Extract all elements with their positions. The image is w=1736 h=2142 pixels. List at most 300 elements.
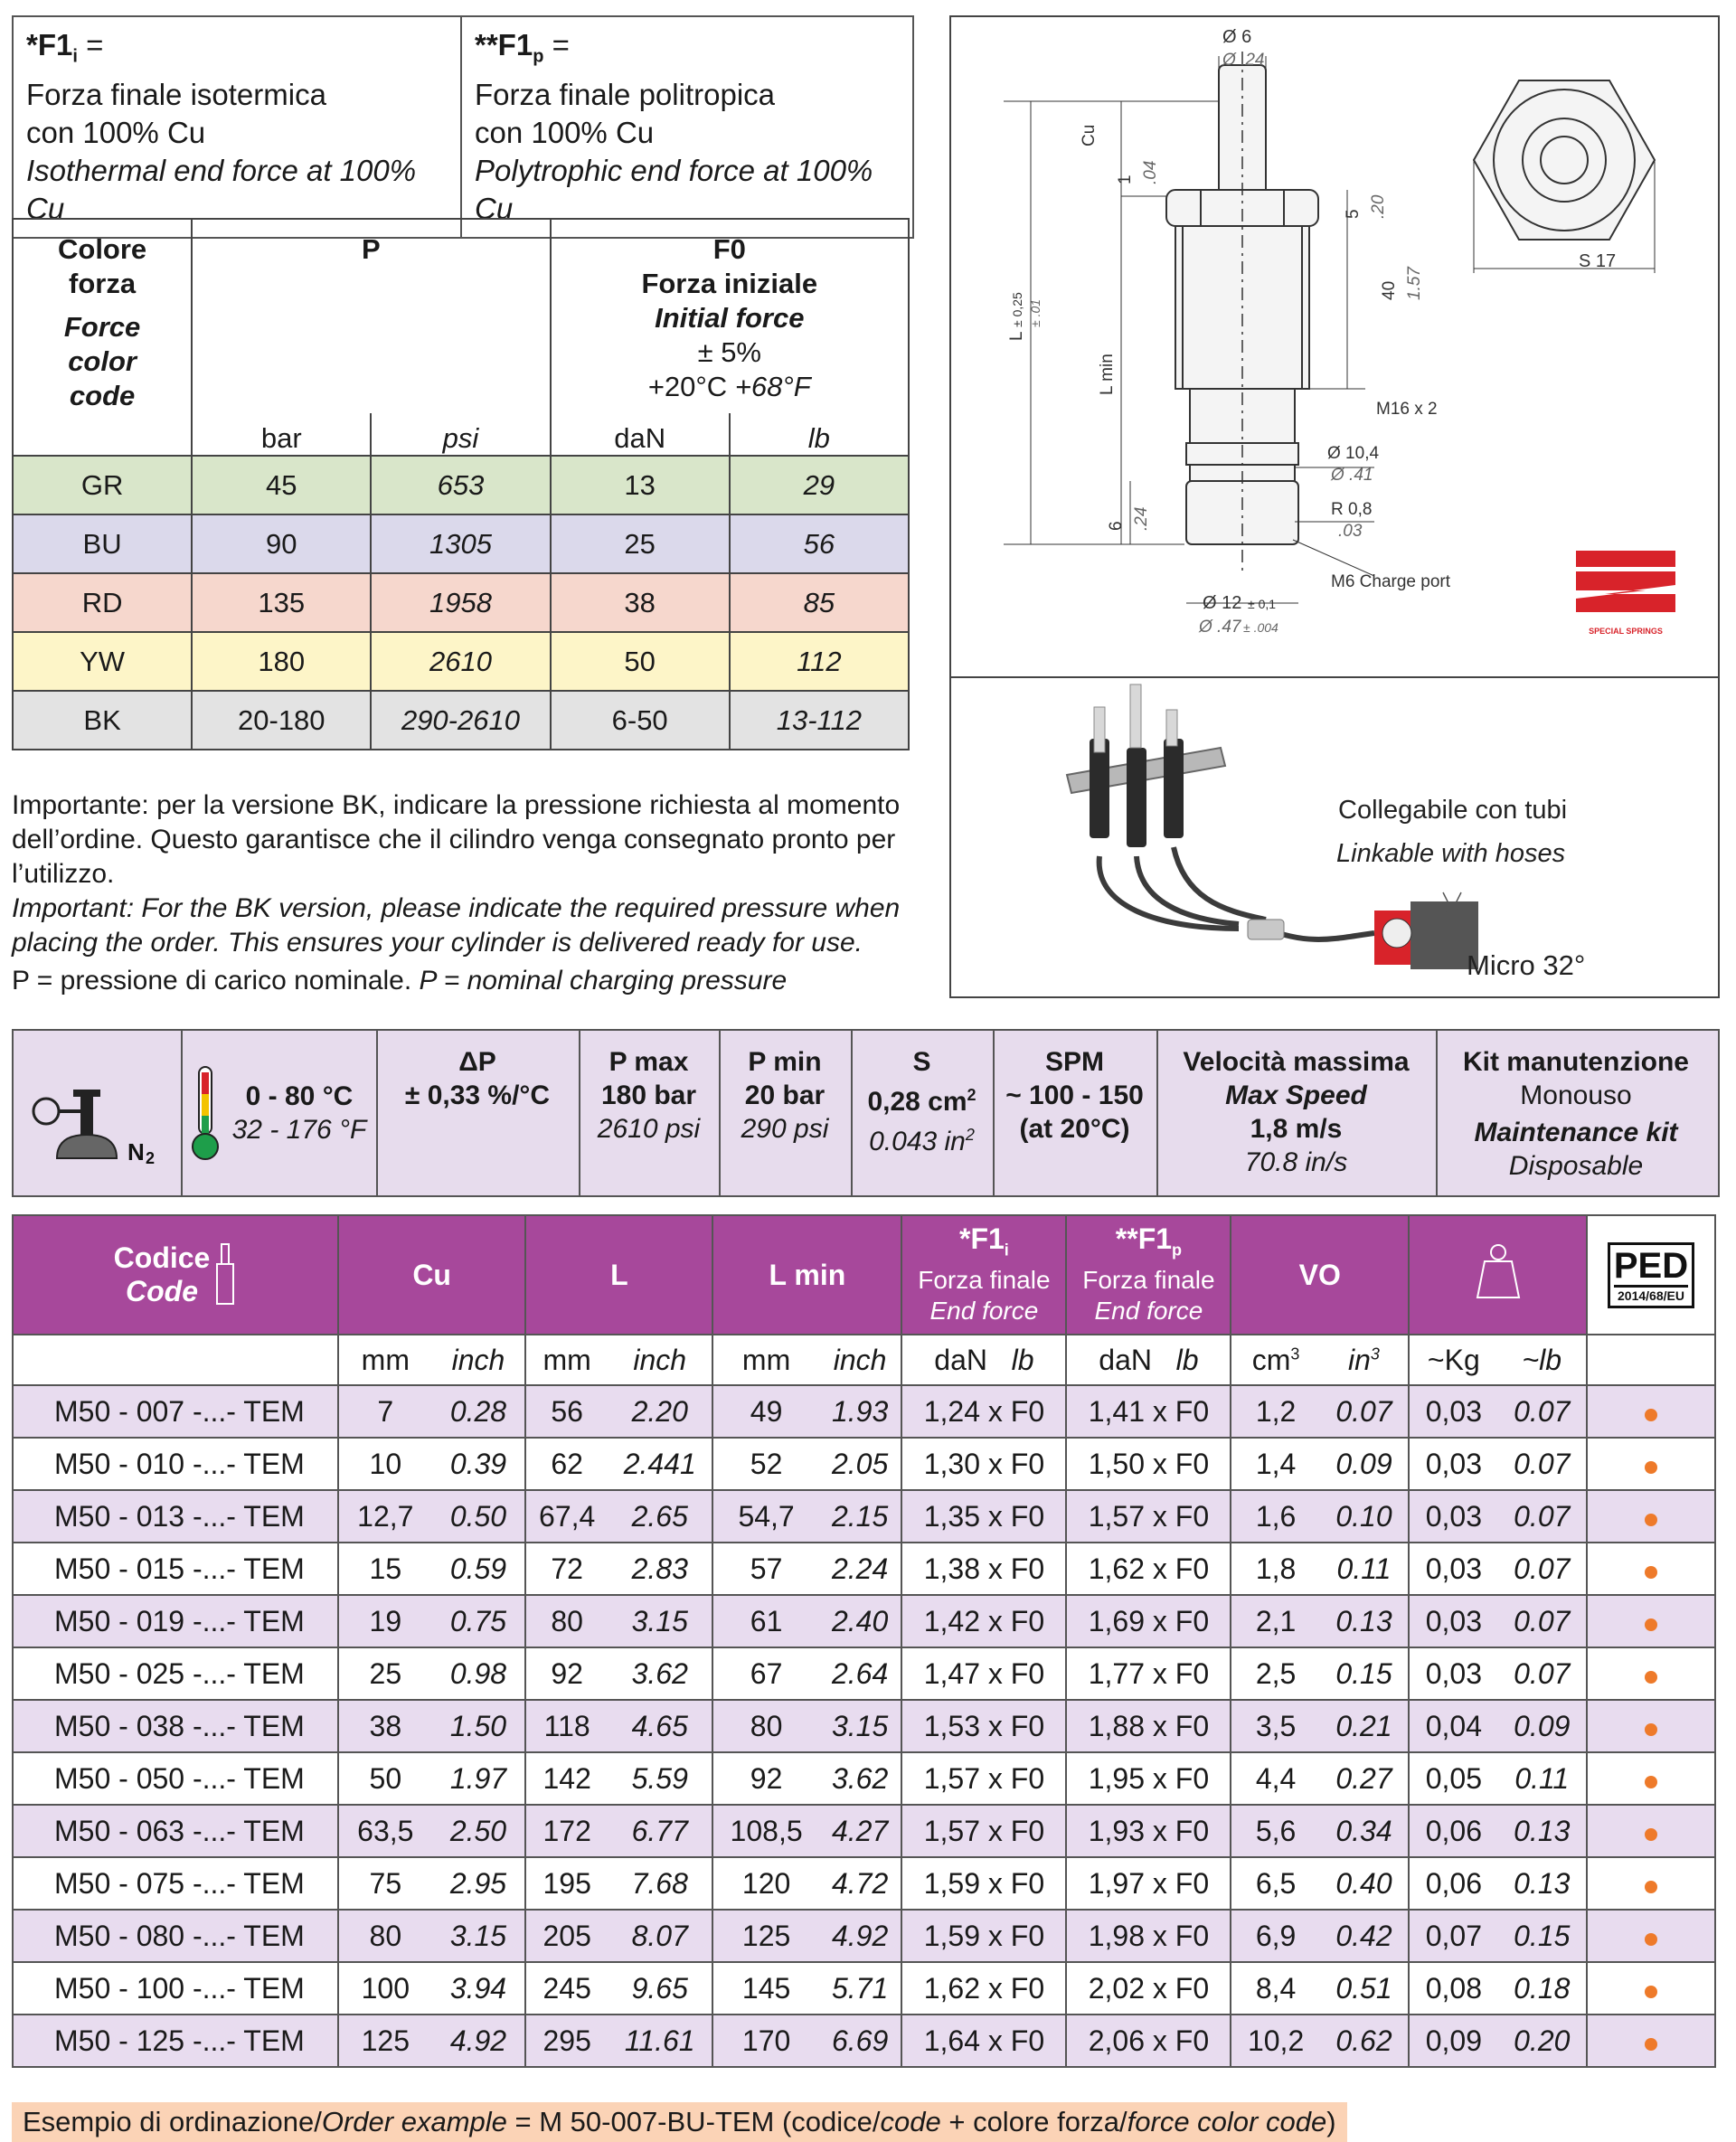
table-cell: 1,8 bbox=[1231, 1543, 1319, 1595]
svg-text:SPECIAL SPRINGS: SPECIAL SPRINGS bbox=[1589, 627, 1663, 636]
model-code: M50 - 050 -...- TEM bbox=[13, 1752, 338, 1805]
table-cell: 2.83 bbox=[608, 1543, 712, 1595]
table-cell: 1,59 x F0 bbox=[901, 1910, 1066, 1962]
lmin-header: L min bbox=[712, 1215, 901, 1335]
table-cell: 1,50 x F0 bbox=[1066, 1438, 1231, 1490]
cylinder-icon bbox=[213, 1242, 237, 1307]
table-cell: 0,03 bbox=[1409, 1438, 1497, 1490]
ped-dot-icon bbox=[1645, 1986, 1657, 1998]
ped-dot-icon bbox=[1645, 1618, 1657, 1631]
svg-text:.24: .24 bbox=[1132, 506, 1151, 531]
svg-text:M16 x 2: M16 x 2 bbox=[1376, 400, 1438, 419]
table-cell: 1,35 x F0 bbox=[901, 1490, 1066, 1543]
model-code: M50 - 080 -...- TEM bbox=[13, 1910, 338, 1962]
ped-dot-icon bbox=[1645, 2038, 1657, 2051]
table-cell: 57 bbox=[712, 1543, 818, 1595]
table-cell: 0.07 bbox=[1498, 1385, 1587, 1438]
table-cell: 67 bbox=[712, 1647, 818, 1700]
table-cell: 2.24 bbox=[819, 1543, 902, 1595]
table-cell: 4.65 bbox=[608, 1700, 712, 1752]
hose-assembly-illustration bbox=[1067, 684, 1585, 981]
table-cell: 0.18 bbox=[1498, 1962, 1587, 2015]
table-cell: 205 bbox=[525, 1910, 608, 1962]
table-cell: 2.64 bbox=[819, 1647, 902, 1700]
table-row bbox=[13, 1543, 1715, 1595]
table-cell: 4,4 bbox=[1231, 1752, 1319, 1805]
svg-text:1.57: 1.57 bbox=[1405, 267, 1424, 300]
table-cell: 0,07 bbox=[1409, 1910, 1497, 1962]
svg-text:L min: L min bbox=[1098, 354, 1117, 395]
table-cell: 6.69 bbox=[819, 2015, 902, 2067]
table-cell: 100 bbox=[338, 1962, 432, 2015]
table-cell: 2.40 bbox=[819, 1595, 902, 1647]
table-cell: 1,53 x F0 bbox=[901, 1700, 1066, 1752]
table-cell: 3.94 bbox=[432, 1962, 526, 2015]
table-cell: 120 bbox=[712, 1857, 818, 1910]
svg-text:Ø 12: Ø 12 bbox=[1203, 593, 1242, 613]
table-row bbox=[13, 1857, 1715, 1910]
p-header: P bbox=[192, 219, 550, 413]
svg-text:40: 40 bbox=[1380, 280, 1399, 300]
table-cell: 9.65 bbox=[608, 1962, 712, 2015]
dp-cell: ΔP ± 0,33 %/°C bbox=[376, 1031, 580, 1195]
table-cell: 118 bbox=[525, 1700, 608, 1752]
svg-text:Ø .47: Ø .47 bbox=[1199, 618, 1241, 637]
force-cell-dan: 38 bbox=[551, 573, 730, 632]
table-cell: 5.59 bbox=[608, 1752, 712, 1805]
table-cell: 1,57 x F0 bbox=[1066, 1490, 1231, 1543]
model-code: M50 - 015 -...- TEM bbox=[13, 1543, 338, 1595]
table-cell: 4.27 bbox=[819, 1805, 902, 1857]
svg-text:± .01: ± .01 bbox=[1028, 298, 1043, 327]
unit-vo-in: $in^3$ bbox=[1320, 1335, 1409, 1385]
table-cell: 0.07 bbox=[1498, 1595, 1587, 1647]
table-cell: 6,9 bbox=[1231, 1910, 1319, 1962]
svg-text:Micro 32°: Micro 32° bbox=[1467, 949, 1586, 981]
svg-text:Linkable with hoses: Linkable with hoses bbox=[1336, 839, 1566, 868]
ped-dot-icon bbox=[1645, 1461, 1657, 1474]
table-cell: 61 bbox=[712, 1595, 818, 1647]
table-cell: 63,5 bbox=[338, 1805, 432, 1857]
table-cell: 1,77 x F0 bbox=[1066, 1647, 1231, 1700]
table-cell: 0,04 bbox=[1409, 1700, 1497, 1752]
table-cell: 125 bbox=[712, 1910, 818, 1962]
unit-lb: lb bbox=[730, 413, 909, 456]
ped-dot-icon bbox=[1645, 1776, 1657, 1788]
table-row bbox=[13, 2015, 1715, 2067]
table-cell: 0.27 bbox=[1320, 1752, 1409, 1805]
model-code: M50 - 025 -...- TEM bbox=[13, 1647, 338, 1700]
force-cell-dan: 6-50 bbox=[551, 691, 730, 750]
table-cell: 1,41 x F0 bbox=[1066, 1385, 1231, 1438]
table-cell: 6,5 bbox=[1231, 1857, 1319, 1910]
note-p: P = pressione di carico nominale. P = nominal charging pressure bbox=[12, 966, 788, 996]
table-cell: 1,97 x F0 bbox=[1066, 1857, 1231, 1910]
force-cell-psi: 1305 bbox=[371, 514, 550, 573]
force-cell-code: BU bbox=[13, 514, 192, 573]
model-table bbox=[12, 1214, 1716, 2068]
svg-text:R 0,8: R 0,8 bbox=[1331, 500, 1373, 519]
technical-drawing bbox=[949, 15, 1718, 996]
table-row bbox=[13, 1490, 1715, 1543]
unit-bar: bar bbox=[192, 413, 371, 456]
unit-f1i: daN lb bbox=[901, 1335, 1066, 1385]
table-cell: 4.72 bbox=[819, 1857, 902, 1910]
table-cell: 0.10 bbox=[1320, 1490, 1409, 1543]
order-note bbox=[12, 788, 916, 998]
table-cell: 0.28 bbox=[432, 1385, 526, 1438]
weight-icon bbox=[1474, 1240, 1523, 1303]
table-cell: 2.441 bbox=[608, 1438, 712, 1490]
table-cell: 6.77 bbox=[608, 1805, 712, 1857]
table-cell: 56 bbox=[525, 1385, 608, 1438]
ped-indicator bbox=[1587, 1700, 1715, 1752]
force-cell-dan: 25 bbox=[551, 514, 730, 573]
table-cell: 2.95 bbox=[432, 1857, 526, 1910]
spec-bar bbox=[12, 1029, 1720, 1197]
table-cell: 142 bbox=[525, 1752, 608, 1805]
table-cell: 0.07 bbox=[1498, 1438, 1587, 1490]
table-cell: 80 bbox=[338, 1910, 432, 1962]
ped-indicator bbox=[1587, 1752, 1715, 1805]
force-cell-lb: 112 bbox=[730, 632, 909, 691]
table-row bbox=[13, 1595, 1715, 1647]
table-row bbox=[13, 1910, 1715, 1962]
table-cell: 1,47 x F0 bbox=[901, 1647, 1066, 1700]
table-cell: 3.15 bbox=[819, 1700, 902, 1752]
ped-indicator bbox=[1587, 1543, 1715, 1595]
table-cell: 1,62 x F0 bbox=[1066, 1543, 1231, 1595]
table-cell: 0.51 bbox=[1320, 1962, 1409, 2015]
svg-text:L: L bbox=[1007, 331, 1026, 341]
force-cell-bar: 135 bbox=[192, 573, 371, 632]
force-cell-bar: 20-180 bbox=[192, 691, 371, 750]
force-cell-dan: 13 bbox=[551, 456, 730, 514]
table-row bbox=[13, 1805, 1715, 1857]
table-cell: 0.09 bbox=[1498, 1700, 1587, 1752]
svg-text:N: N bbox=[127, 1138, 145, 1165]
table-cell: 0,03 bbox=[1409, 1647, 1497, 1700]
table-cell: 0.62 bbox=[1320, 2015, 1409, 2067]
f1p-definition: $**F1_p$ = Forza finale politropica con 100% Cu Polytrophic end force at 100% Cu bbox=[461, 16, 913, 238]
svg-text:2: 2 bbox=[145, 1149, 155, 1167]
table-cell: 0,08 bbox=[1409, 1962, 1497, 2015]
table-cell: 10 bbox=[338, 1438, 432, 1490]
weight-header bbox=[1409, 1215, 1587, 1335]
table-cell: 67,4 bbox=[525, 1490, 608, 1543]
ped-header: PED 2014/68/EU bbox=[1587, 1215, 1715, 1335]
table-cell: 5,6 bbox=[1231, 1805, 1319, 1857]
table-cell: 0,05 bbox=[1409, 1752, 1497, 1805]
table-cell: 0.20 bbox=[1498, 2015, 1587, 2067]
cu-header: Cu bbox=[338, 1215, 525, 1335]
table-cell: 1,62 x F0 bbox=[901, 1962, 1066, 2015]
table-cell: 25 bbox=[338, 1647, 432, 1700]
table-cell: 38 bbox=[338, 1700, 432, 1752]
ped-indicator bbox=[1587, 2015, 1715, 2067]
table-row bbox=[13, 1438, 1715, 1490]
gas-cell bbox=[14, 1031, 183, 1195]
pmax-cell: P max 180 bar 2610 psi bbox=[579, 1031, 721, 1195]
force-cell-bar: 180 bbox=[192, 632, 371, 691]
ped-indicator bbox=[1587, 1857, 1715, 1910]
unit-l-inch: inch bbox=[608, 1335, 712, 1385]
force-cell-lb: 29 bbox=[730, 456, 909, 514]
svg-text:Cu: Cu bbox=[1080, 124, 1099, 146]
unit-dan: daN bbox=[551, 413, 730, 456]
table-cell: 3,5 bbox=[1231, 1700, 1319, 1752]
force-cell-code: YW bbox=[13, 632, 192, 691]
force-row bbox=[13, 456, 909, 514]
table-cell: 92 bbox=[525, 1647, 608, 1700]
table-cell: 0,03 bbox=[1409, 1595, 1497, 1647]
table-cell: 2,02 x F0 bbox=[1066, 1962, 1231, 2015]
svg-text:.20: .20 bbox=[1369, 194, 1388, 219]
force-row bbox=[13, 573, 909, 632]
table-cell: 0.98 bbox=[432, 1647, 526, 1700]
table-row bbox=[13, 1385, 1715, 1438]
table-cell: 0,03 bbox=[1409, 1490, 1497, 1543]
force-cell-code: BK bbox=[13, 691, 192, 750]
table-cell: 1,57 x F0 bbox=[901, 1752, 1066, 1805]
ped-indicator bbox=[1587, 1595, 1715, 1647]
table-cell: 172 bbox=[525, 1805, 608, 1857]
force-cell-psi: 653 bbox=[371, 456, 550, 514]
svg-text:M6 Charge port: M6 Charge port bbox=[1331, 572, 1451, 591]
nitrogen-cylinder-icon bbox=[21, 1059, 175, 1167]
table-cell: 0.13 bbox=[1498, 1805, 1587, 1857]
ped-dot-icon bbox=[1645, 1881, 1657, 1893]
table-cell: 1,57 x F0 bbox=[901, 1805, 1066, 1857]
table-cell: 0.50 bbox=[432, 1490, 526, 1543]
table-cell: 92 bbox=[712, 1752, 818, 1805]
table-cell: 0,06 bbox=[1409, 1805, 1497, 1857]
table-cell: 2.15 bbox=[819, 1490, 902, 1543]
order-example: Esempio di ordinazione/Order example = M 50-007-BU-TEM (codice/code + colore forza/force color code) bbox=[12, 2102, 1347, 2142]
table-cell: 2.20 bbox=[608, 1385, 712, 1438]
table-cell: 11.61 bbox=[608, 2015, 712, 2067]
table-cell: 2,06 x F0 bbox=[1066, 2015, 1231, 2067]
table-cell: 19 bbox=[338, 1595, 432, 1647]
svg-text:.04: .04 bbox=[1141, 160, 1160, 184]
thermometer-icon bbox=[191, 1063, 220, 1163]
svg-text:Ø 10,4: Ø 10,4 bbox=[1327, 444, 1380, 463]
table-cell: 170 bbox=[712, 2015, 818, 2067]
svg-text:6: 6 bbox=[1107, 521, 1126, 531]
ped-dot-icon bbox=[1645, 1566, 1657, 1579]
table-cell: 49 bbox=[712, 1385, 818, 1438]
svg-text:± 0,25: ± 0,25 bbox=[1010, 292, 1024, 327]
table-cell: 2.65 bbox=[608, 1490, 712, 1543]
table-cell: 1.50 bbox=[432, 1700, 526, 1752]
unit-lmin-mm: mm bbox=[712, 1335, 818, 1385]
table-cell: 3.62 bbox=[819, 1752, 902, 1805]
table-cell: 7 bbox=[338, 1385, 432, 1438]
svg-text:± 0,1: ± 0,1 bbox=[1248, 597, 1277, 611]
temperature-cell: 0 - 80 °C 32 - 176 °F bbox=[181, 1031, 378, 1195]
table-cell: 0.34 bbox=[1320, 1805, 1409, 1857]
unit-vo-cm: $cm^3$ bbox=[1231, 1335, 1319, 1385]
table-cell: 0.07 bbox=[1498, 1490, 1587, 1543]
table-cell: 62 bbox=[525, 1438, 608, 1490]
model-code: M50 - 125 -...- TEM bbox=[13, 2015, 338, 2067]
table-cell: 5.71 bbox=[819, 1962, 902, 2015]
table-cell: 3.15 bbox=[432, 1910, 526, 1962]
max-speed-cell: Velocità massima Max Speed 1,8 m/s 70.8 in/s bbox=[1156, 1031, 1438, 1195]
table-cell: 1,30 x F0 bbox=[901, 1438, 1066, 1490]
table-cell: 0,03 bbox=[1409, 1543, 1497, 1595]
force-cell-dan: 50 bbox=[551, 632, 730, 691]
table-cell: 15 bbox=[338, 1543, 432, 1595]
table-cell: 12,7 bbox=[338, 1490, 432, 1543]
ped-indicator bbox=[1587, 1647, 1715, 1700]
table-cell: 0,06 bbox=[1409, 1857, 1497, 1910]
f1p-header: $**F1_p$ Forza finale End force bbox=[1066, 1215, 1231, 1335]
model-code: M50 - 010 -...- TEM bbox=[13, 1438, 338, 1490]
code-header: Codice Code bbox=[13, 1215, 338, 1335]
table-cell: 1,4 bbox=[1231, 1438, 1319, 1490]
model-code: M50 - 100 -...- TEM bbox=[13, 1962, 338, 2015]
table-cell: 10,2 bbox=[1231, 2015, 1319, 2067]
force-cell-code: GR bbox=[13, 456, 192, 514]
table-cell: 1,88 x F0 bbox=[1066, 1700, 1231, 1752]
stroke-area-cell: S 0,28 $cm^2$ 0.043 $in^2$ bbox=[851, 1031, 995, 1195]
table-cell: 1,95 x F0 bbox=[1066, 1752, 1231, 1805]
table-cell: 1,38 x F0 bbox=[901, 1543, 1066, 1595]
table-cell: 2.50 bbox=[432, 1805, 526, 1857]
force-row bbox=[13, 514, 909, 573]
svg-text:S 17: S 17 bbox=[1579, 251, 1617, 271]
table-cell: 1,93 x F0 bbox=[1066, 1805, 1231, 1857]
table-cell: 0,03 bbox=[1409, 1385, 1497, 1438]
table-cell: 0.07 bbox=[1498, 1543, 1587, 1595]
vo-header: VO bbox=[1231, 1215, 1409, 1335]
force-cell-psi: 1958 bbox=[371, 573, 550, 632]
ped-dot-icon bbox=[1645, 1933, 1657, 1946]
f1i-header: $*F1_i$ Forza finale End force bbox=[901, 1215, 1066, 1335]
table-cell: 1,24 x F0 bbox=[901, 1385, 1066, 1438]
table-cell: 8.07 bbox=[608, 1910, 712, 1962]
table-cell: 2,1 bbox=[1231, 1595, 1319, 1647]
table-cell: 1,64 x F0 bbox=[901, 2015, 1066, 2067]
ped-dot-icon bbox=[1645, 1723, 1657, 1736]
force-cell-bar: 45 bbox=[192, 456, 371, 514]
note-it: Importante: per la versione BK, indicare la pressione richiesta al momento dell’ordine. Questo garantisce che il cilindro venga consegnato pronto per l’utilizzo. bbox=[12, 790, 901, 889]
table-cell: 3.62 bbox=[608, 1647, 712, 1700]
table-cell: 0.11 bbox=[1498, 1752, 1587, 1805]
unit-cu-mm: mm bbox=[338, 1335, 432, 1385]
table-cell: 0.11 bbox=[1320, 1543, 1409, 1595]
table-cell: 245 bbox=[525, 1962, 608, 2015]
color-header: Colore forza Force color code bbox=[13, 219, 192, 456]
force-cell-lb: 56 bbox=[730, 514, 909, 573]
ped-dot-icon bbox=[1645, 1671, 1657, 1684]
force-cell-lb: 85 bbox=[730, 573, 909, 632]
unit-lmin-inch: inch bbox=[819, 1335, 902, 1385]
force-color-table bbox=[12, 218, 910, 750]
force-cell-psi: 290-2610 bbox=[371, 691, 550, 750]
ped-indicator bbox=[1587, 1805, 1715, 1857]
table-cell: 2,5 bbox=[1231, 1647, 1319, 1700]
table-cell: 0,09 bbox=[1409, 2015, 1497, 2067]
table-cell: 0.59 bbox=[432, 1543, 526, 1595]
table-cell: 1,42 x F0 bbox=[901, 1595, 1066, 1647]
special-springs-logo bbox=[1576, 551, 1675, 636]
table-cell: 125 bbox=[338, 2015, 432, 2067]
unit-cu-inch: inch bbox=[432, 1335, 526, 1385]
table-cell: 75 bbox=[338, 1857, 432, 1910]
table-row bbox=[13, 1962, 1715, 2015]
table-cell: 195 bbox=[525, 1857, 608, 1910]
force-row bbox=[13, 691, 909, 750]
model-code: M50 - 075 -...- TEM bbox=[13, 1857, 338, 1910]
unit-kg: ~Kg bbox=[1409, 1335, 1497, 1385]
maintenance-kit-cell: Kit manutenzione Monouso Maintenance kit Disposable bbox=[1462, 1047, 1689, 1181]
svg-text:Ø .24: Ø .24 bbox=[1222, 51, 1265, 70]
table-cell: 0.13 bbox=[1498, 1857, 1587, 1910]
model-code: M50 - 013 -...- TEM bbox=[13, 1490, 338, 1543]
model-code: M50 - 063 -...- TEM bbox=[13, 1805, 338, 1857]
svg-text:Collegabile con tubi: Collegabile con tubi bbox=[1338, 796, 1568, 825]
definition-box bbox=[12, 15, 914, 239]
table-row bbox=[13, 1647, 1715, 1700]
unit-f1p: daN lb bbox=[1066, 1335, 1231, 1385]
spm-cell: SPM ~ 100 - 150 (at 20°C) bbox=[993, 1031, 1158, 1195]
table-cell: 0.21 bbox=[1320, 1700, 1409, 1752]
table-cell: 72 bbox=[525, 1543, 608, 1595]
table-cell: 1,59 x F0 bbox=[901, 1857, 1066, 1910]
table-cell: 54,7 bbox=[712, 1490, 818, 1543]
svg-text:Ø .41: Ø .41 bbox=[1331, 466, 1373, 485]
table-cell: 1,98 x F0 bbox=[1066, 1910, 1231, 1962]
f0-header: F0 Forza iniziale Initial force ± 5% +20°C +68°F bbox=[551, 219, 909, 413]
force-cell-code: RD bbox=[13, 573, 192, 632]
unit-lbw: ~lb bbox=[1498, 1335, 1587, 1385]
svg-text:.03: .03 bbox=[1338, 522, 1363, 541]
table-cell: 1,6 bbox=[1231, 1490, 1319, 1543]
table-cell: 0.09 bbox=[1320, 1438, 1409, 1490]
unit-ped-blank bbox=[1587, 1335, 1715, 1385]
ped-indicator bbox=[1587, 1385, 1715, 1438]
table-cell: 4.92 bbox=[432, 2015, 526, 2067]
note-en: Important: For the BK version, please indicate the required pressure when placing the order. This ensures your cylinder is delivered ready for use. bbox=[12, 893, 901, 958]
table-cell: 0.40 bbox=[1320, 1857, 1409, 1910]
unit-blank bbox=[13, 1335, 338, 1385]
ped-indicator bbox=[1587, 1910, 1715, 1962]
table-cell: 4.92 bbox=[819, 1910, 902, 1962]
table-cell: 0.42 bbox=[1320, 1910, 1409, 1962]
force-cell-psi: 2610 bbox=[371, 632, 550, 691]
table-cell: 0.13 bbox=[1320, 1595, 1409, 1647]
table-row bbox=[13, 1700, 1715, 1752]
table-cell: 1,2 bbox=[1231, 1385, 1319, 1438]
table-cell: 0.07 bbox=[1320, 1385, 1409, 1438]
table-cell: 1.97 bbox=[432, 1752, 526, 1805]
table-cell: 0.39 bbox=[432, 1438, 526, 1490]
table-cell: 108,5 bbox=[712, 1805, 818, 1857]
table-cell: 295 bbox=[525, 2015, 608, 2067]
force-row bbox=[13, 632, 909, 691]
table-cell: 1,69 x F0 bbox=[1066, 1595, 1231, 1647]
table-cell: 52 bbox=[712, 1438, 818, 1490]
table-row bbox=[13, 1752, 1715, 1805]
table-cell: 2.05 bbox=[819, 1438, 902, 1490]
table-cell: 1.93 bbox=[819, 1385, 902, 1438]
force-cell-lb: 13-112 bbox=[730, 691, 909, 750]
svg-text:Ø 6: Ø 6 bbox=[1222, 27, 1252, 47]
ped-dot-icon bbox=[1645, 1514, 1657, 1526]
table-cell: 145 bbox=[712, 1962, 818, 2015]
